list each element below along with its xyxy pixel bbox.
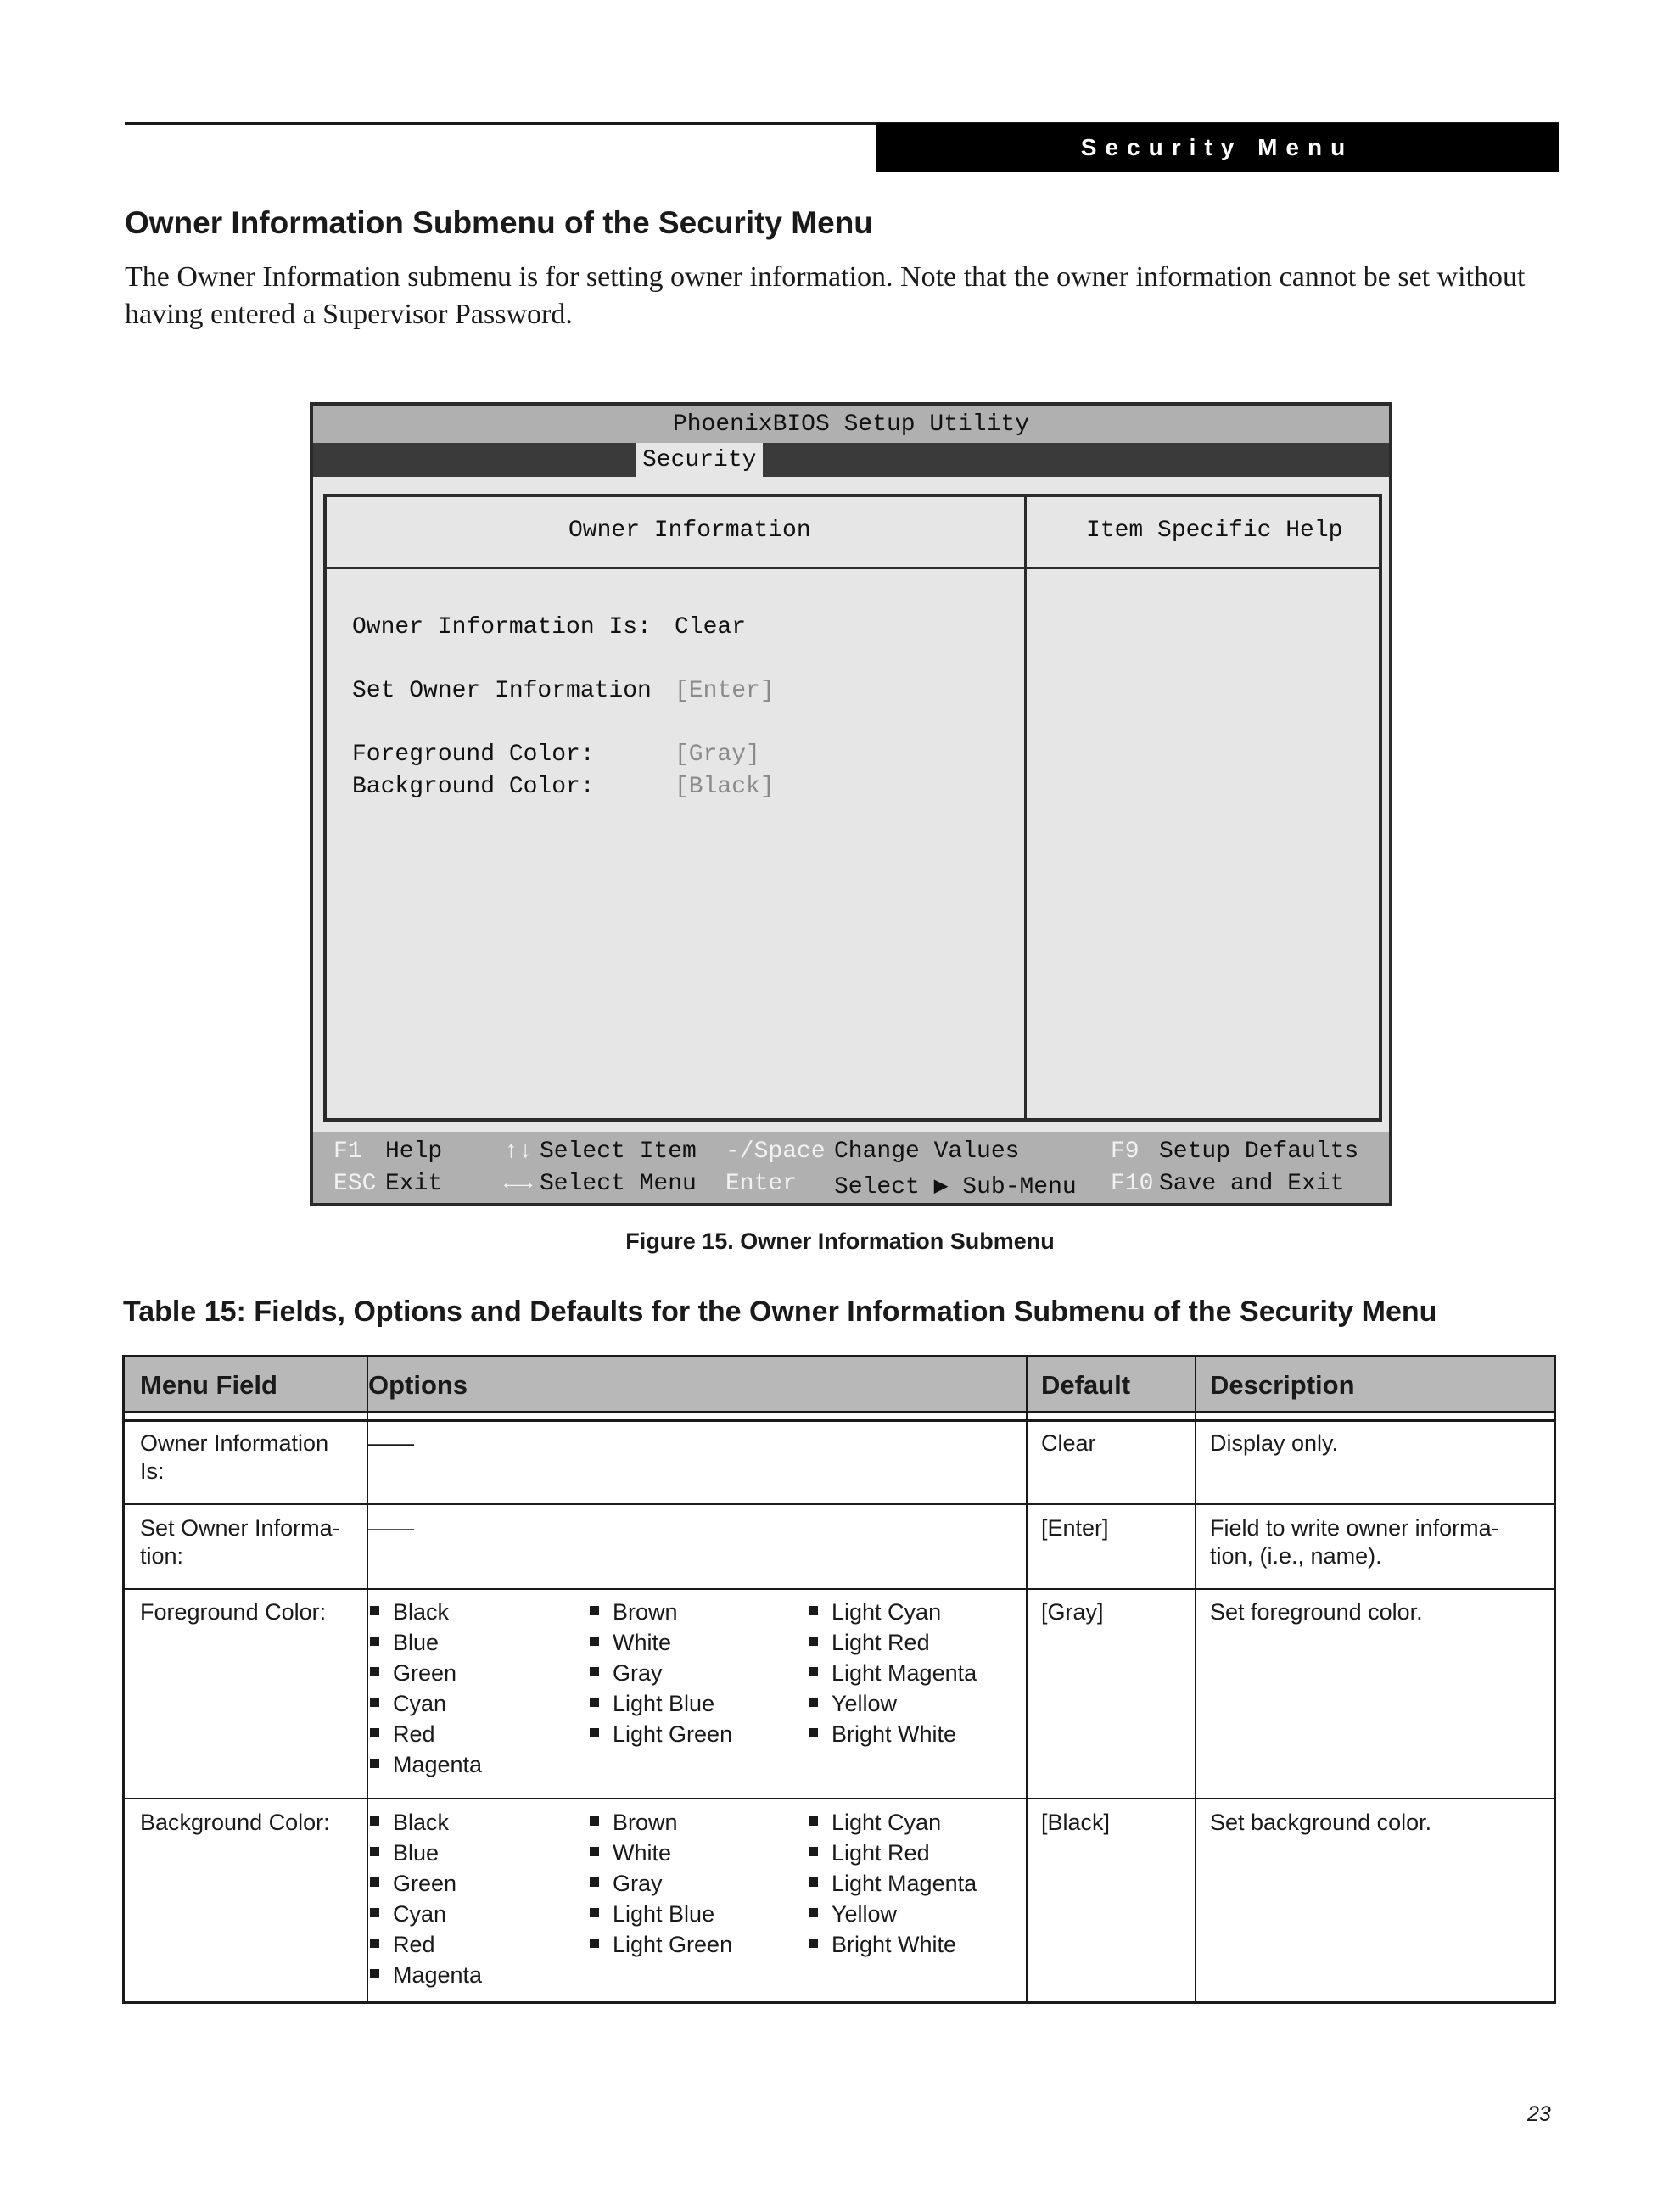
list-item: Magenta	[370, 1749, 482, 1780]
key-f10: F10	[1111, 1171, 1154, 1197]
key-f1: F1	[333, 1139, 362, 1165]
bios-item-background-color-value[interactable]: [Black]	[675, 774, 775, 800]
column-divider	[1195, 1357, 1196, 2001]
foreground-options-col3	[809, 1597, 977, 1749]
foreground-options-col1	[370, 1597, 482, 1780]
list-item: Yellow	[809, 1688, 977, 1719]
list-item: Magenta	[370, 1960, 482, 1990]
row-divider	[125, 1588, 1554, 1590]
bios-item-owner-info-is-value: Clear	[675, 614, 747, 641]
cell-options: ——	[368, 1515, 414, 1541]
list-item: White	[590, 1838, 732, 1868]
list-item: Light Red	[809, 1627, 977, 1658]
list-item: Light Blue	[590, 1688, 732, 1719]
intro-paragraph: The Owner Information submenu is for setting owner information. Note that the owner information cannot be set without having entered a Supervisor Password.	[125, 261, 1526, 330]
key-left-right-label: Select Menu	[540, 1171, 697, 1197]
list-item: Green	[370, 1868, 482, 1899]
cell-field: Foreground Color:	[140, 1599, 327, 1625]
bios-item-background-color-label[interactable]: Background Color:	[352, 774, 595, 800]
list-item: Red	[370, 1929, 482, 1960]
key-enter: Enter	[725, 1171, 798, 1197]
list-item: Red	[370, 1719, 482, 1749]
list-item: Yellow	[809, 1899, 977, 1929]
cell-description: Set foreground color.	[1210, 1599, 1423, 1625]
bios-column-divider	[1024, 497, 1027, 1118]
list-item: Brown	[590, 1807, 732, 1838]
list-item: Cyan	[370, 1899, 482, 1929]
list-item: Cyan	[370, 1688, 482, 1719]
bios-item-owner-info-is-label: Owner Information Is:	[352, 614, 652, 641]
list-item: Brown	[590, 1597, 732, 1627]
bios-header-divider	[327, 567, 1379, 569]
header-description: Description	[1210, 1370, 1355, 1400]
bios-key-legend	[313, 1132, 1389, 1203]
section-header-band	[876, 123, 1559, 172]
bios-menu-bar	[313, 443, 1389, 477]
list-item: Gray	[590, 1658, 732, 1688]
list-item: Black	[370, 1597, 482, 1627]
bios-item-foreground-color-label[interactable]: Foreground Color:	[352, 741, 595, 768]
list-item: Light Magenta	[809, 1868, 977, 1899]
bios-tab-security[interactable]: Security	[636, 443, 763, 477]
key-up-down-label: Select Item	[540, 1139, 697, 1165]
list-item: Blue	[370, 1627, 482, 1658]
page-number: 23	[1527, 2102, 1551, 2126]
list-item: Light Green	[590, 1929, 732, 1960]
list-item: Blue	[370, 1838, 482, 1868]
background-options-col2	[590, 1807, 732, 1960]
cell-field: Background Color:	[140, 1810, 330, 1835]
cell-default: [Enter]	[1041, 1515, 1109, 1541]
key-space: -/Space	[725, 1139, 826, 1165]
list-item: White	[590, 1627, 732, 1658]
row-divider	[125, 1503, 1554, 1505]
header-menu-field: Menu Field	[140, 1370, 277, 1400]
cell-description: Display only.	[1210, 1430, 1339, 1456]
cell-description: Set background color.	[1210, 1810, 1432, 1835]
key-f1-label: Help	[385, 1139, 443, 1165]
cell-field: Set Owner Informa-tion:	[140, 1515, 340, 1569]
bios-item-set-owner-info-value[interactable]: [Enter]	[675, 678, 775, 704]
cell-options: ——	[368, 1430, 414, 1456]
cell-description: Field to write owner informa-tion, (i.e., name).	[1210, 1515, 1499, 1569]
bios-help-header: Item Specific Help	[1086, 518, 1343, 544]
list-item: Light Magenta	[809, 1658, 977, 1688]
list-item: Black	[370, 1807, 482, 1838]
list-item: Bright White	[809, 1929, 977, 1960]
header-options: Options	[368, 1370, 468, 1400]
list-item: Light Blue	[590, 1899, 732, 1929]
key-f9-label: Setup Defaults	[1159, 1139, 1359, 1165]
key-up-down: ↑↓	[504, 1139, 533, 1165]
cell-default: [Gray]	[1041, 1599, 1104, 1625]
bios-title-bar	[313, 406, 1389, 443]
key-esc: ESC	[333, 1171, 377, 1197]
list-item: Light Cyan	[809, 1597, 977, 1627]
list-item: Gray	[590, 1868, 732, 1899]
key-esc-label: Exit	[385, 1171, 443, 1197]
header-double-rule	[125, 1413, 1554, 1422]
section-header-label: Security Menu	[1080, 134, 1354, 160]
bios-item-set-owner-info-label[interactable]: Set Owner Information	[352, 678, 652, 704]
list-item: Light Green	[590, 1719, 732, 1749]
table-header-row	[125, 1357, 1554, 1413]
bios-title: PhoenixBIOS Setup Utility	[672, 411, 1030, 438]
key-f9: F9	[1111, 1139, 1140, 1165]
list-item: Light Cyan	[809, 1807, 977, 1838]
header-default: Default	[1041, 1370, 1131, 1400]
key-space-label: Change Values	[834, 1139, 1020, 1165]
key-enter-label: Select ▶ Sub-Menu	[834, 1174, 1077, 1200]
list-item: Green	[370, 1658, 482, 1688]
section-title: Owner Information Submenu of the Security Menu	[125, 205, 873, 240]
cell-default: [Black]	[1041, 1810, 1111, 1835]
key-left-right: ←→	[504, 1171, 533, 1197]
list-item: Bright White	[809, 1719, 977, 1749]
bios-main-panel	[323, 494, 1382, 1122]
options-table	[122, 1355, 1556, 2004]
list-item: Light Red	[809, 1838, 977, 1868]
table-title: Table 15: Fields, Options and Defaults for the Owner Information Submenu of the Security Menu	[123, 1295, 1437, 1328]
cell-default: Clear	[1041, 1430, 1096, 1456]
key-f10-label: Save and Exit	[1159, 1171, 1345, 1197]
background-options-col3	[809, 1807, 977, 1960]
cell-field: Owner Information Is:	[140, 1430, 329, 1484]
background-options-col1	[370, 1807, 482, 1990]
figure-caption: Figure 15. Owner Information Submenu	[625, 1228, 1055, 1254]
column-divider	[1026, 1357, 1028, 2001]
row-divider	[125, 1798, 1554, 1799]
foreground-options-col2	[590, 1597, 732, 1749]
bios-screenshot	[310, 402, 1392, 1206]
bios-left-header: Owner Information	[568, 518, 811, 544]
bios-item-foreground-color-value[interactable]: [Gray]	[675, 741, 760, 768]
